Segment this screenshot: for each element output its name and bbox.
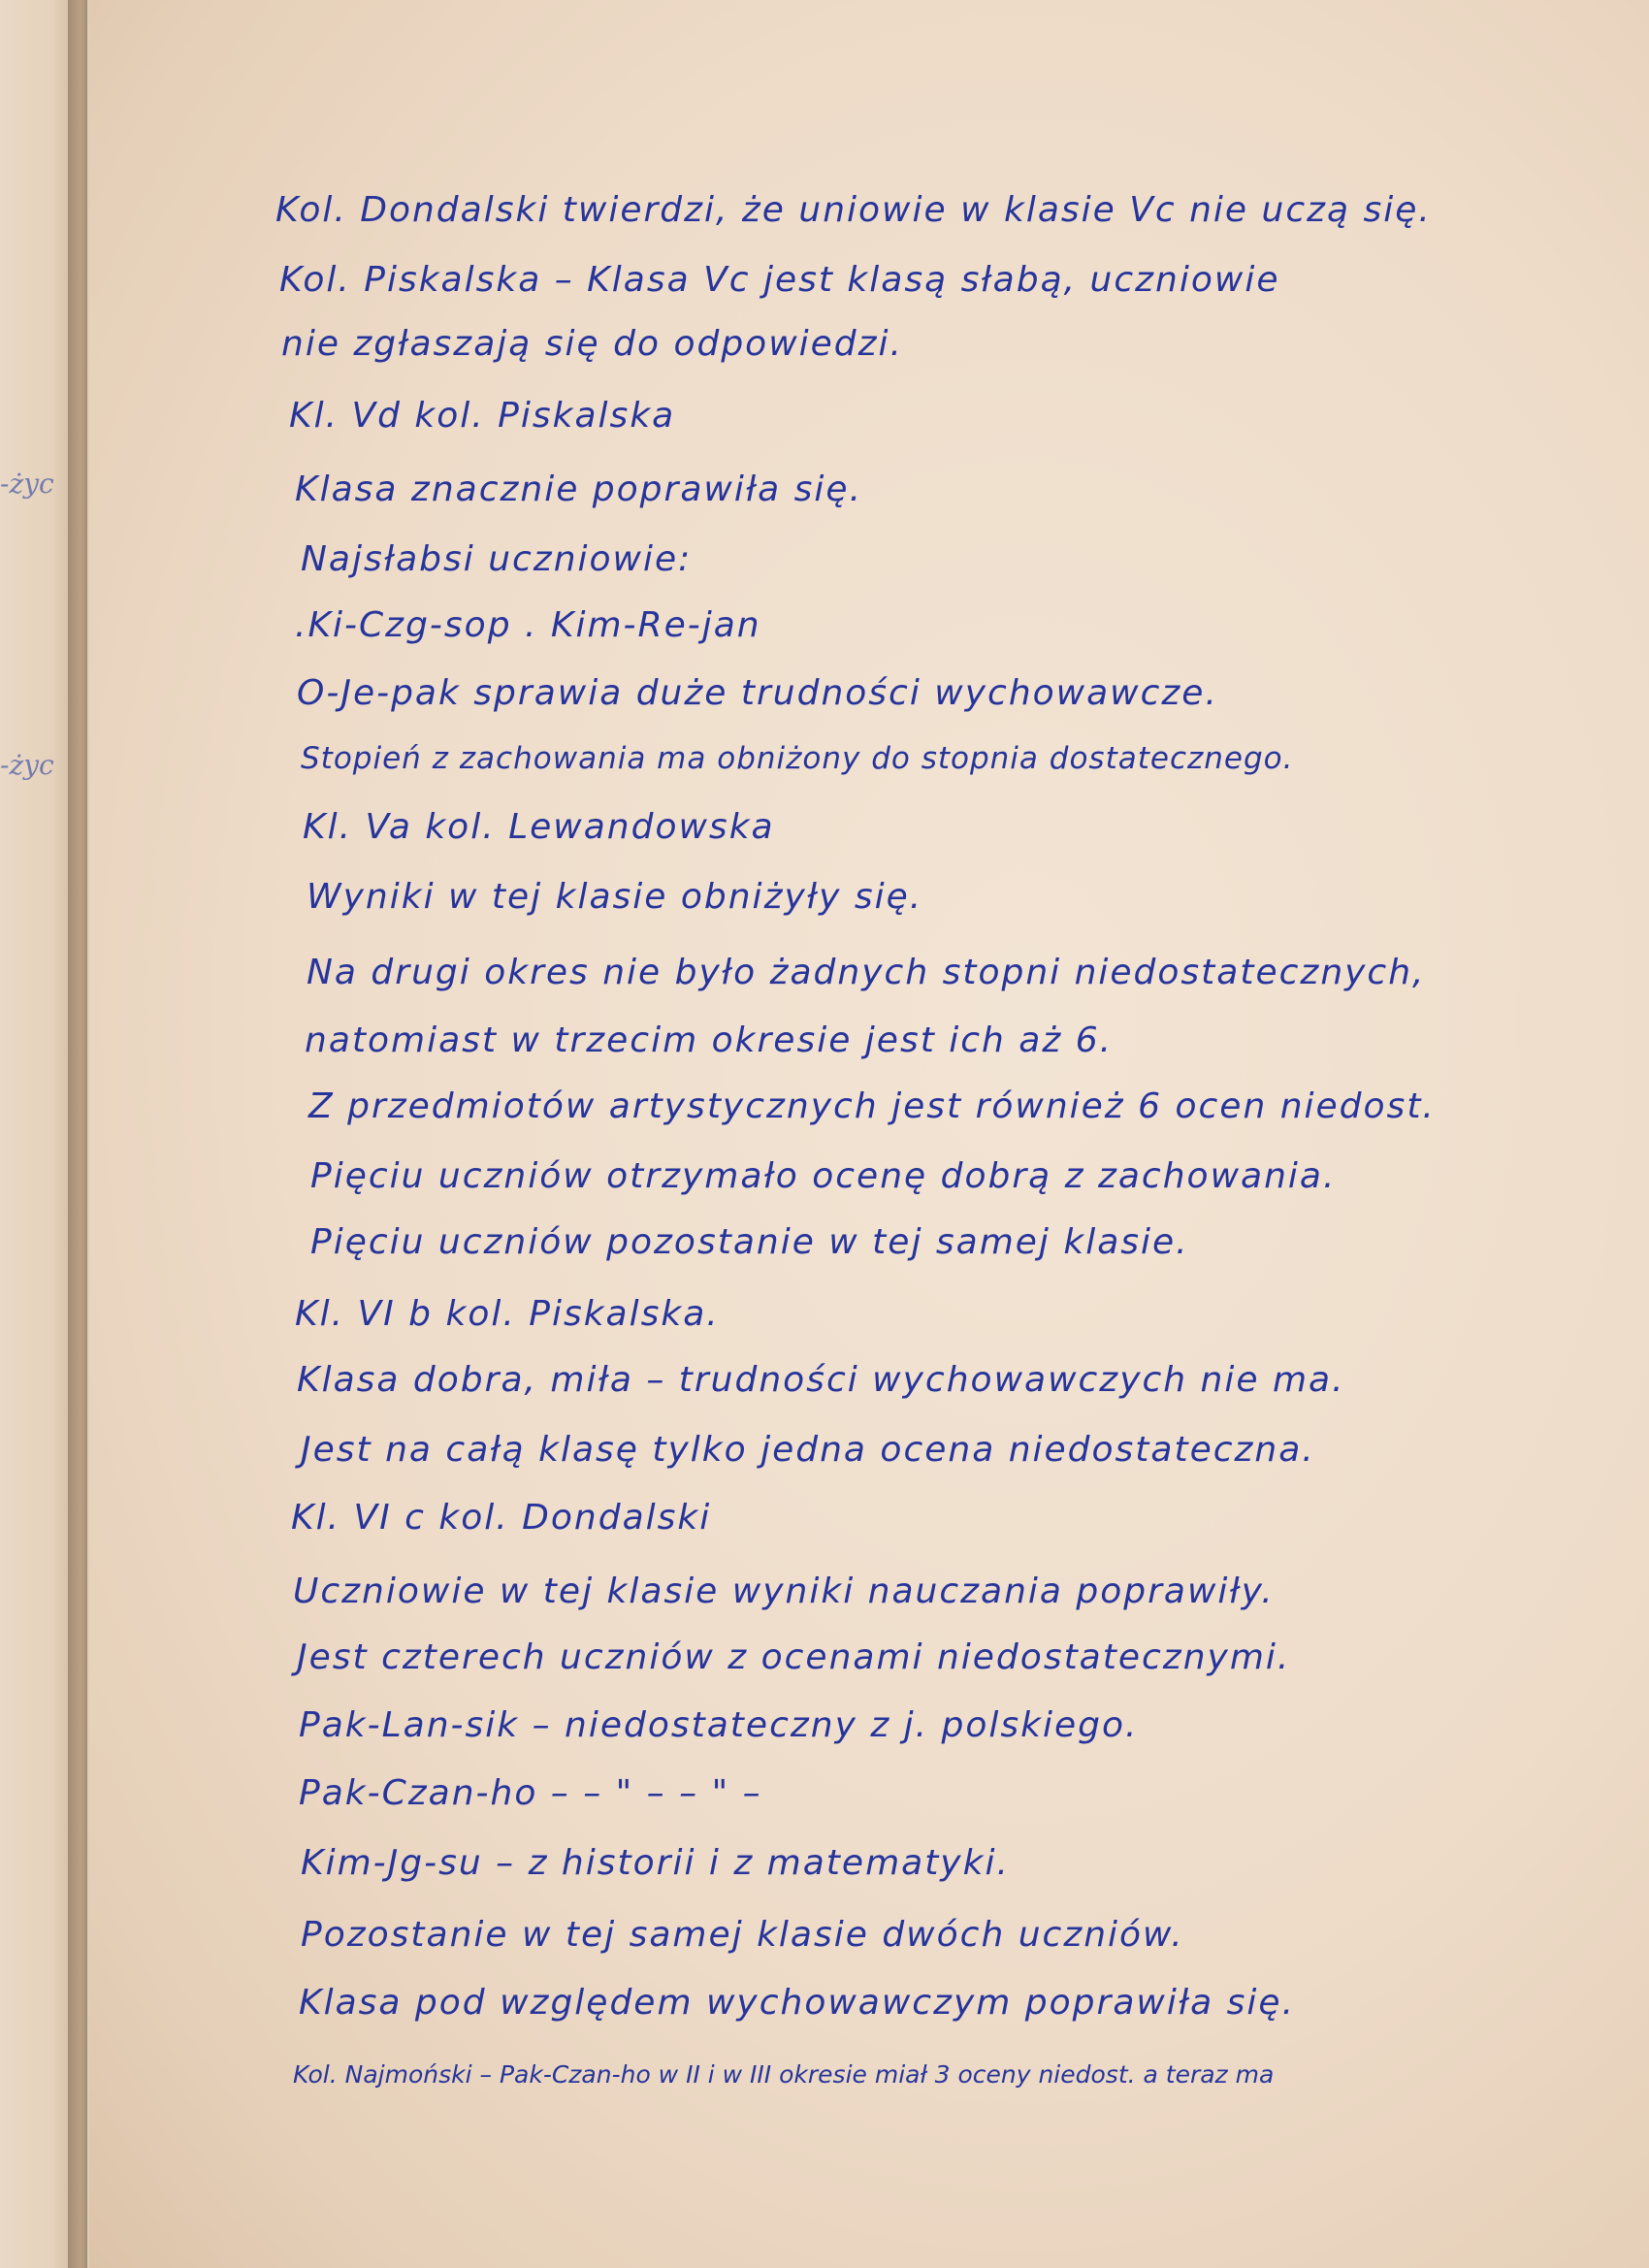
handwritten-line: Kol. Dondalski twierdzi, że uniowie w klasie Vc nie uczą się. [275, 190, 1432, 230]
bleed-through-mark: -życ [0, 749, 54, 781]
handwritten-line: O-Je-pak sprawia duże trudności wychowawcze. [297, 673, 1218, 713]
notebook-page [89, 0, 1649, 2268]
handwritten-line: Kl. Vd kol. Piskalska [289, 396, 676, 436]
handwritten-line: Pięciu uczniów pozostanie w tej samej klasie. [310, 1222, 1189, 1262]
handwritten-line: Jest na całą klasę tylko jedna ocena niedostateczna. [301, 1430, 1315, 1470]
handwritten-line: Kl. VI b kol. Piskalska. [295, 1294, 720, 1334]
handwritten-line: Na drugi okres nie było żadnych stopni niedostatecznych, [307, 953, 1426, 992]
handwritten-line: Z przedmiotów artystycznych jest również 6 ocen niedost. [308, 1086, 1436, 1126]
handwritten-line: Klasa znacznie poprawiła się. [295, 470, 863, 509]
handwritten-line: Najsłabsi uczniowie: [301, 539, 693, 579]
bleed-through-mark: -życ [0, 468, 54, 500]
handwritten-line: nie zgłaszają się do odpowiedzi. [281, 324, 903, 364]
handwritten-line: Stopień z zachowania ma obniżony do stopnia dostatecznego. [301, 741, 1294, 776]
handwritten-line: Kl. Va kol. Lewandowska [303, 807, 775, 847]
handwritten-line: Pak-Lan-sik – niedostateczny z j. polskiego. [299, 1705, 1139, 1745]
handwritten-line: Klasa pod względem wychowawczym poprawiła się. [299, 1983, 1296, 2023]
handwritten-line: Kol. Najmoński – Pak-Czan-ho w II i w III okresie miał 3 oceny niedost. a teraz ma [293, 2060, 1275, 2089]
handwritten-line: Pozostanie w tej samej klasie dwóch uczniów. [301, 1915, 1184, 1955]
handwritten-line: Wyniki w tej klasie obniżyły się. [307, 877, 923, 917]
handwritten-line: Kol. Piskalska – Klasa Vc jest klasą słabą, uczniowie [279, 260, 1280, 300]
handwritten-line: Pak-Czan-ho – – " – – " – [299, 1773, 762, 1813]
handwritten-line: Uczniowie w tej klasie wyniki nauczania poprawiły. [293, 1571, 1275, 1611]
handwritten-line: Kim-Jg-su – z historii i z matematyki. [301, 1843, 1010, 1883]
handwritten-line: Pięciu uczniów otrzymało ocenę dobrą z zachowania. [310, 1156, 1337, 1196]
handwritten-line: .Ki-Czg-sop . Kim-Re-jan [295, 605, 761, 645]
handwritten-line: Kl. VI c kol. Dondalski [291, 1498, 712, 1538]
handwritten-line: natomiast w trzecim okresie jest ich aż 6. [305, 1021, 1114, 1060]
handwritten-line: Klasa dobra, miła – trudności wychowawczych nie ma. [297, 1360, 1345, 1400]
handwritten-line: Jest czterech uczniów z ocenami niedostatecznymi. [297, 1637, 1291, 1677]
